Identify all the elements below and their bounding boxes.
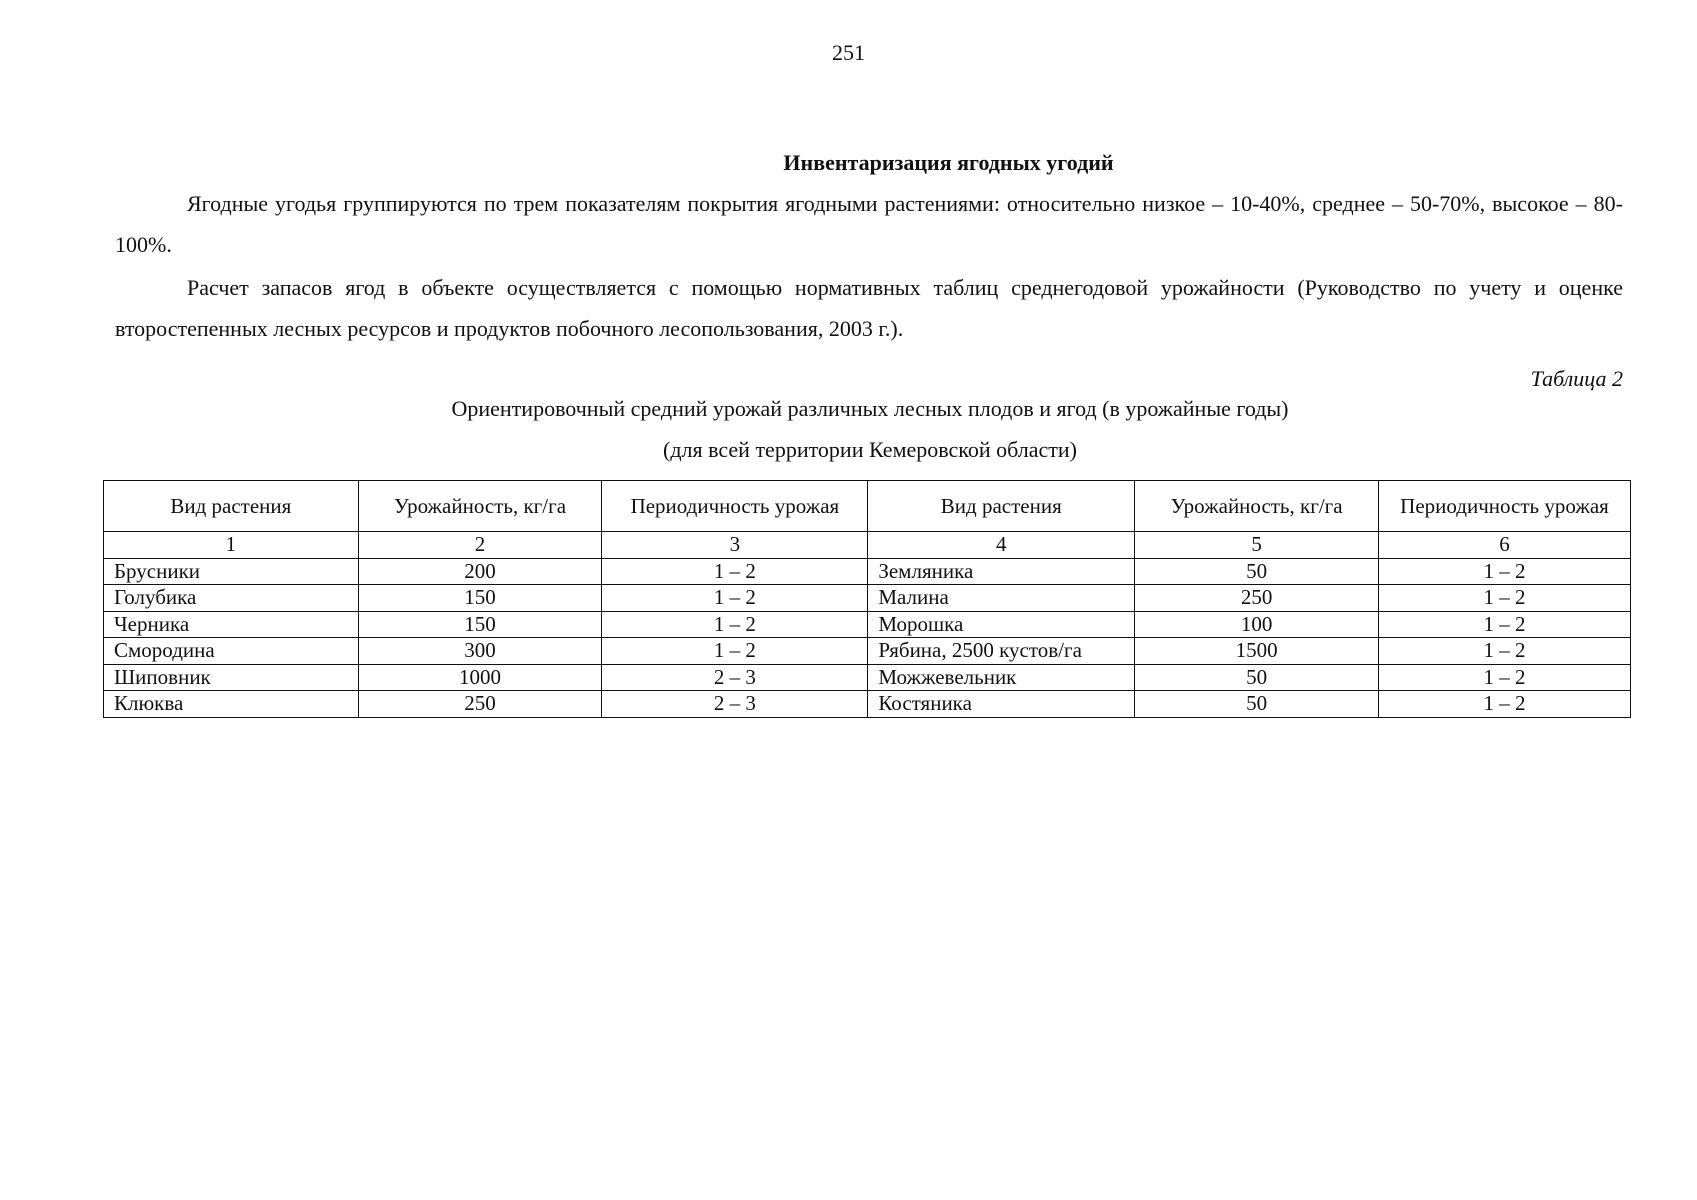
yield-value: 100	[1135, 611, 1379, 638]
paragraph-stock-calculation: Расчет запасов ягод в объекте осуществляется с помощью нормативных таблиц среднегодовой урожайности (Руководство по учету и оценке второстепенных лесных ресурсов и продуктов побочного лесопользования, 2003 г.).	[115, 275, 1623, 341]
periodicity-value: 1 – 2	[602, 585, 868, 612]
periodicity-value: 1 – 2	[602, 611, 868, 638]
yield-value: 200	[358, 558, 602, 585]
yield-value: 1500	[1135, 638, 1379, 665]
column-number: 1	[104, 532, 359, 559]
table-caption: Ориентировочный средний урожай различных лесных плодов и ягод (в урожайные годы)	[451, 396, 1289, 421]
periodicity-value: 1 – 2	[602, 638, 868, 665]
yield-value: 1000	[358, 664, 602, 691]
header-plant-type: Вид растения	[868, 481, 1135, 532]
plant-name: Рябина, 2500 кустов/га	[868, 638, 1135, 665]
yield-value: 50	[1135, 558, 1379, 585]
table-row	[104, 664, 1631, 691]
periodicity-value: 2 – 3	[602, 691, 868, 718]
header-plant-type: Вид растения	[104, 481, 359, 532]
yield-value: 150	[358, 585, 602, 612]
plant-name: Брусники	[104, 558, 359, 585]
column-number: 4	[868, 532, 1135, 559]
periodicity-value: 1 – 2	[1379, 638, 1631, 665]
plant-name: Морошка	[868, 611, 1135, 638]
table-header-row	[104, 481, 1631, 532]
column-number-row	[104, 532, 1631, 559]
table-row	[104, 585, 1631, 612]
header-periodicity: Периодичность урожая	[602, 481, 868, 532]
yield-value: 50	[1135, 664, 1379, 691]
periodicity-value: 1 – 2	[1379, 664, 1631, 691]
periodicity-value: 1 – 2	[1379, 611, 1631, 638]
plant-name: Костяника	[868, 691, 1135, 718]
periodicity-value: 1 – 2	[1379, 691, 1631, 718]
periodicity-value: 1 – 2	[602, 558, 868, 585]
table-row	[104, 691, 1631, 718]
periodicity-value: 1 – 2	[1379, 585, 1631, 612]
page-number: 251	[832, 40, 865, 65]
header-periodicity: Периодичность урожая	[1379, 481, 1631, 532]
periodicity-value: 2 – 3	[602, 664, 868, 691]
paragraph-berry-grouping: Ягодные угодья группируются по трем показателям покрытия ягодными растениями: относительно низкое – 10-40%, среднее – 50-70%, высокое – 80-100%.	[115, 191, 1623, 257]
plant-name: Смородина	[104, 638, 359, 665]
table-row	[104, 558, 1631, 585]
table-caption-region: (для всей территории Кемеровской области)	[663, 437, 1077, 462]
plant-name: Малина	[868, 585, 1135, 612]
plant-name: Шиповник	[104, 664, 359, 691]
header-yield: Урожайность, кг/га	[358, 481, 602, 532]
column-number: 5	[1135, 532, 1379, 559]
yield-value: 300	[358, 638, 602, 665]
yield-value: 250	[358, 691, 602, 718]
yield-value: 250	[1135, 585, 1379, 612]
table-row	[104, 638, 1631, 665]
column-number: 3	[602, 532, 868, 559]
table-label: Таблица 2	[1530, 366, 1623, 391]
periodicity-value: 1 – 2	[1379, 558, 1631, 585]
plant-name: Земляника	[868, 558, 1135, 585]
plant-name: Клюква	[104, 691, 359, 718]
column-number: 6	[1379, 532, 1631, 559]
plant-name: Можжевельник	[868, 664, 1135, 691]
plant-name: Голубика	[104, 585, 359, 612]
section-title: Инвентаризация ягодных угодий	[783, 150, 1114, 175]
header-yield: Урожайность, кг/га	[1135, 481, 1379, 532]
yield-value: 150	[358, 611, 602, 638]
yield-table	[103, 480, 1631, 718]
plant-name: Черника	[104, 611, 359, 638]
column-number: 2	[358, 532, 602, 559]
yield-value: 50	[1135, 691, 1379, 718]
table-row	[104, 611, 1631, 638]
